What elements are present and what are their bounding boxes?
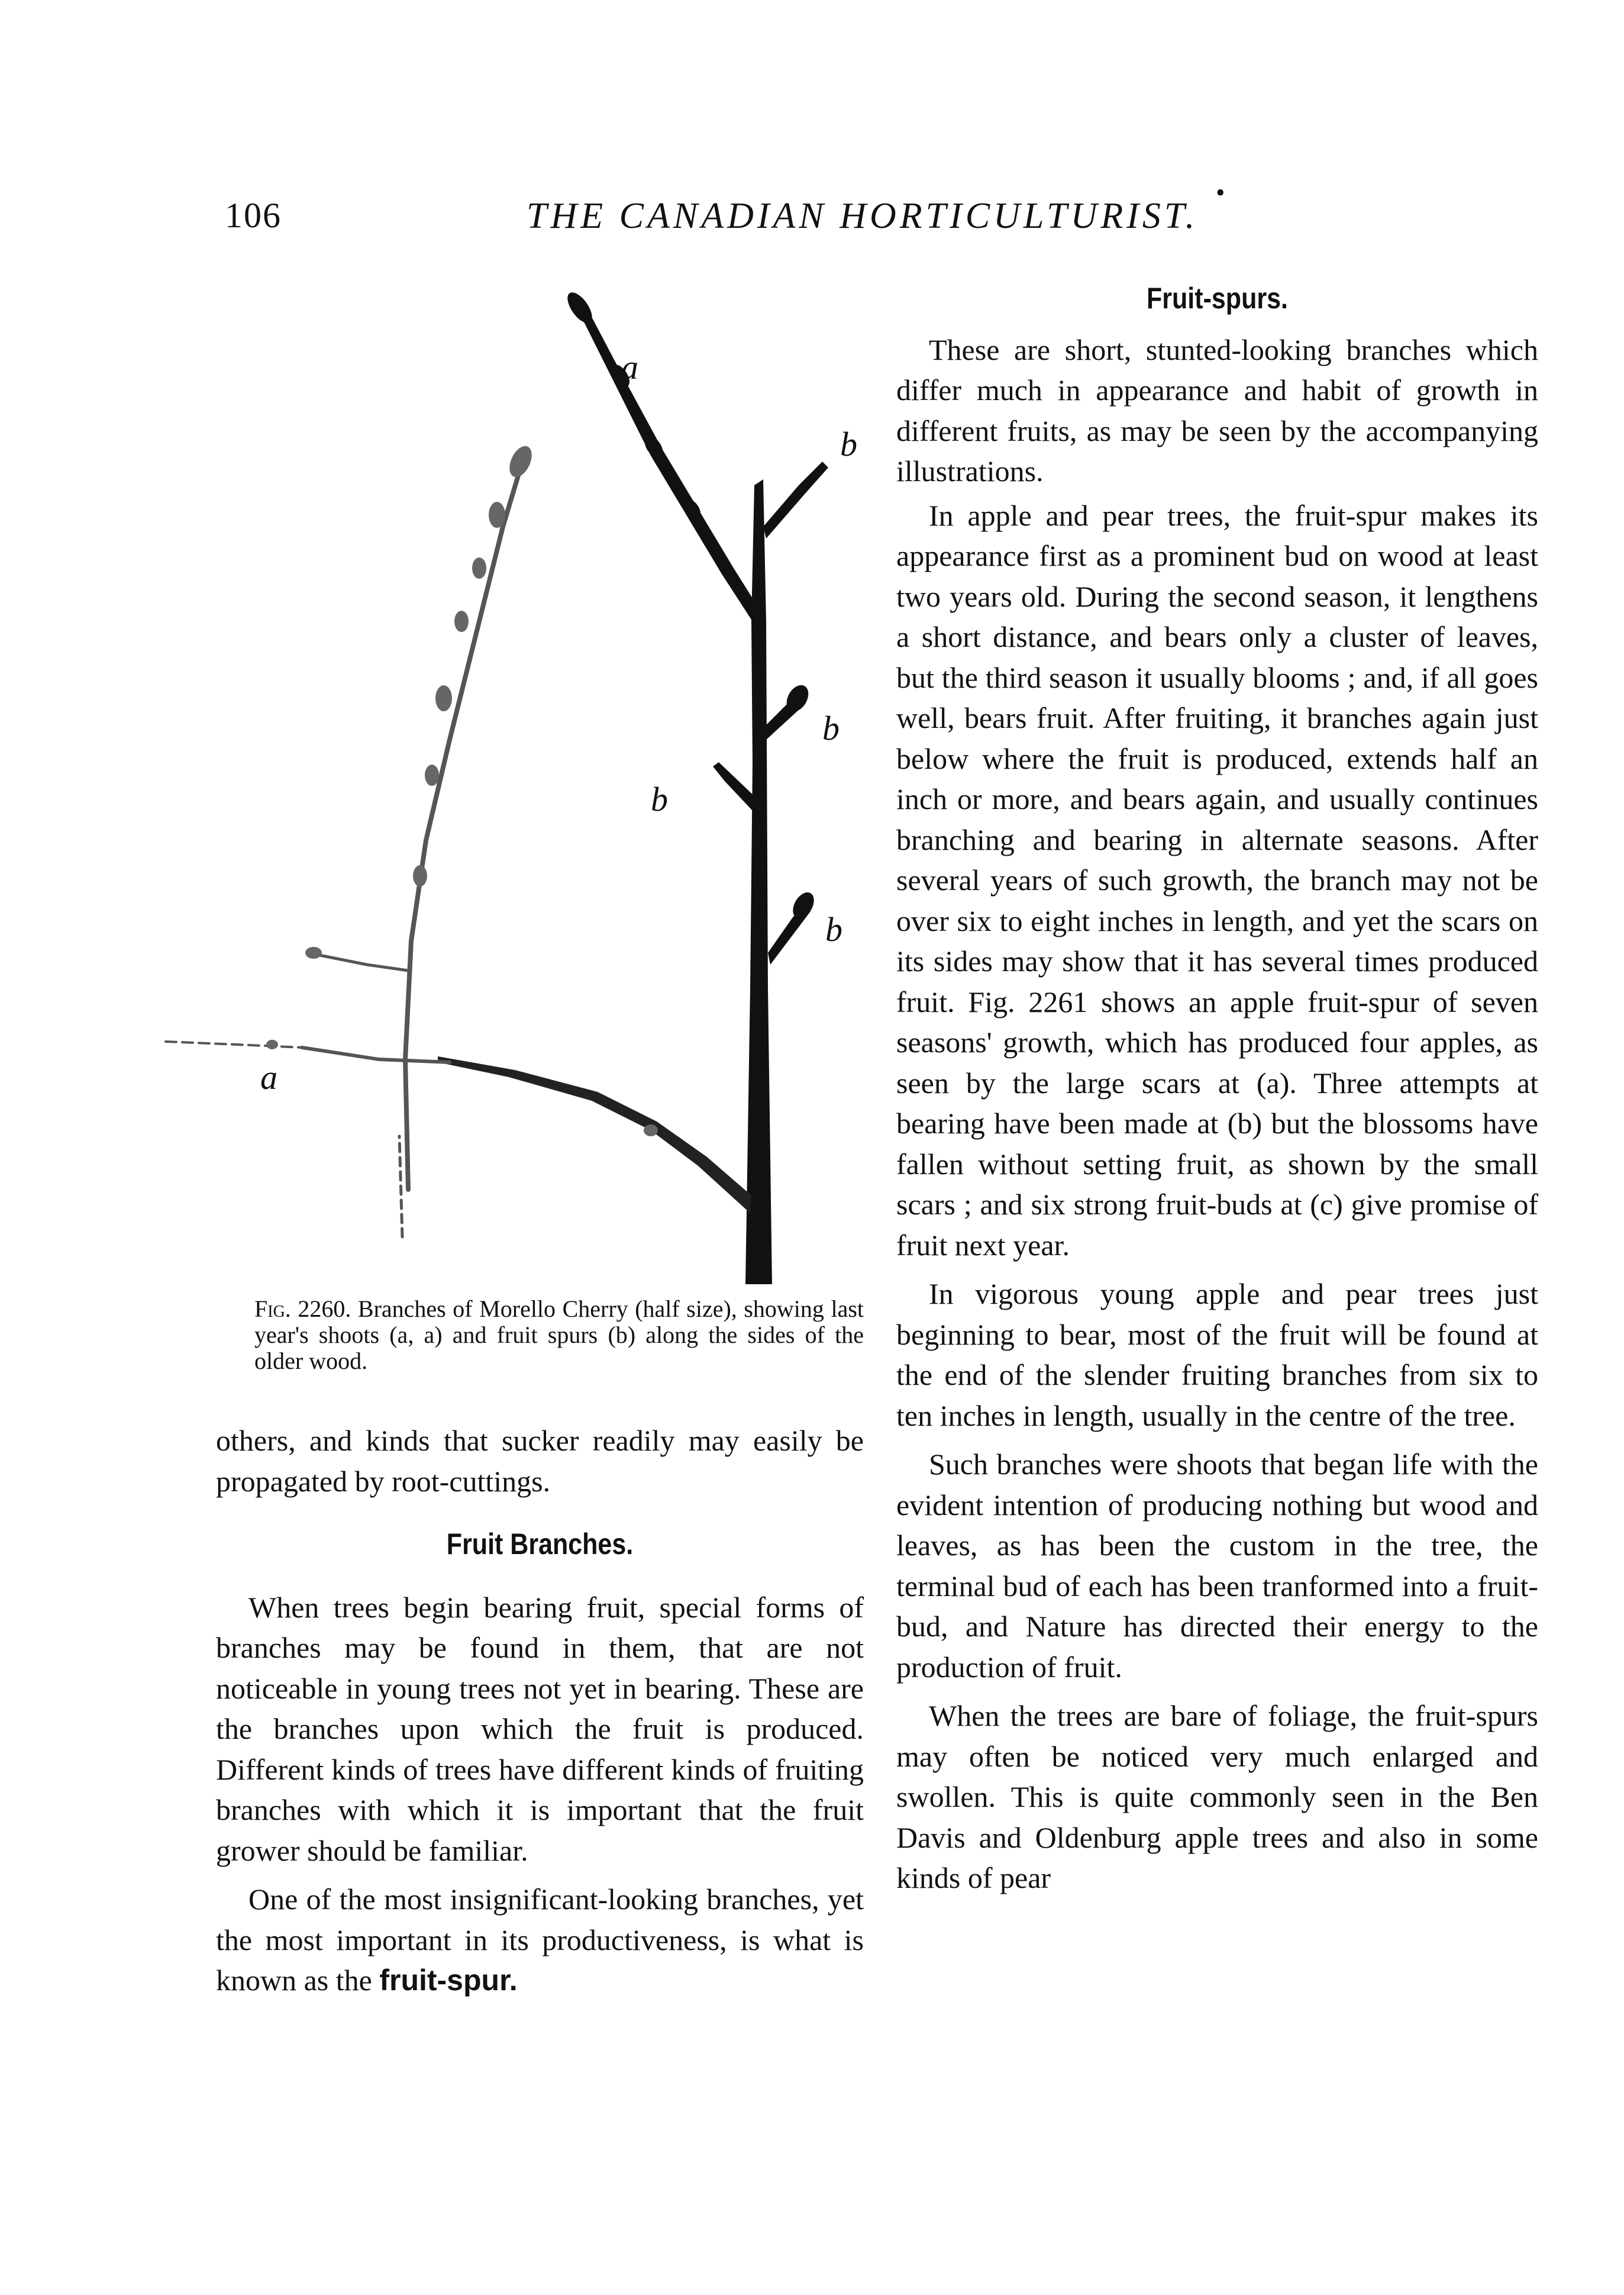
label-b-low: b <box>825 910 842 949</box>
left-column <box>216 1420 864 2001</box>
printer-mark: • <box>1216 178 1225 207</box>
label-b-left: b <box>651 780 668 818</box>
running-head <box>0 178 1624 254</box>
journal-title: THE CANADIAN HORTICULTURIST. <box>527 196 1199 236</box>
fruit-spurs-paragraph-3: In vigorous young apple and pear trees just beginning to bear, most of the fruit will be found at the end of the slender fruiting branches from six to ten inches in length, usually in the centre of the tree. <box>896 1277 1538 1432</box>
fruit-branches-paragraph-1: When trees begin bearing fruit, special forms of branches may be found in them, that are not noticeable in young trees not yet in bearing. These are the branches upon which the fruit is produced. Different kinds of trees have different kinds of fruiting branches with which it is important that the fruit grower should be familiar. <box>216 1590 864 1867</box>
figure-morello-cherry-illustration <box>130 290 882 1296</box>
lower-branch <box>438 1056 751 1213</box>
fruit-spurs-paragraph-2: In apple and pear trees, the fruit-spur makes its appearance first as a prominent bud on wood at least two years old. During the second season, it lengthens a short distance, and bears only a cluster of leaves, but the third season it usually blooms ; and, if all goes well, bears fruit. After fruiting, it branches again just below where the fruit is produced, extends half an inch or more, and bears again, and usually continues branching and bearing in alternate seasons. After several years of such growth, the branch may not be over six to eight inches in length, and yet the scars on its sides may show that it has several times produced fruit. Fig. 2261 shows an apple fruit-spur of seven seasons' growth, which has produced four apples, as seen by the large scars at (a). Three attempts at bearing have been made at (b) but the blossoms have fallen without setting fruit, as shown by the small scars ; and six strong fruit-buds at (c) give promise of fruit next year. <box>896 498 1538 1262</box>
spur-b3 <box>713 762 757 811</box>
heading-fruit-branches: Fruit Branches. <box>446 1527 634 1561</box>
spur-b1 <box>763 462 828 539</box>
pale-shoots <box>166 468 521 1237</box>
label-b-top: b <box>840 425 857 463</box>
label-a-lower: a <box>260 1058 277 1097</box>
pale-shoot-buds <box>266 443 658 1136</box>
caption-text: Branches of Morello Cherry (half size), showing last year's shoots (a, a) and fruit spurs (b) along the sides of the older wood. <box>254 1295 864 1374</box>
left-continuation-paragraph: others, and kinds that sucker readily may easily be propagated by root-cuttings. <box>216 1424 864 1498</box>
fruit-spur-term: fruit-spur. <box>379 1964 518 1997</box>
fruit-spurs-paragraph-1: These are short, stunted-looking branches which differ much in appearance and habit of growth in different fruits, as may be seen by the accompanying illustrations. <box>896 333 1538 488</box>
caption-fig-number: Fig. 2260. <box>254 1295 351 1322</box>
heading-fruit-spurs: Fruit-spurs. <box>1147 282 1288 315</box>
paragraph-2-text: One of the most insignificant-looking branches, yet the most important in its productiveness, is what is known as the <box>216 1883 864 1997</box>
figure-caption <box>254 1296 864 1374</box>
label-a-upper: a <box>621 348 638 386</box>
label-b-mid: b <box>822 709 840 747</box>
upper-shoot-a <box>580 311 760 621</box>
fruit-spurs-paragraph-4: Such branches were shoots that began life with the evident intention of producing nothing but wood and leaves, as has been the custom in the tree, the terminal bud of each has been tranformed into a fruit-bud, and Nature has directed their energy to the production of fruit. <box>896 1448 1538 1684</box>
morello-cherry-branches-drawing <box>130 290 882 1296</box>
page-number: 106 <box>225 196 282 235</box>
fruit-branches-paragraph-2 <box>216 1879 864 2001</box>
right-column <box>896 278 1538 1898</box>
fruit-spurs-paragraph-5: When the trees are bare of foliage, the fruit-spurs may often be noticed very much enlarged and swollen. This is quite commonly seen in the Ben Davis and Oldenburg apple trees and also in some kinds of pear <box>896 1699 1538 1894</box>
